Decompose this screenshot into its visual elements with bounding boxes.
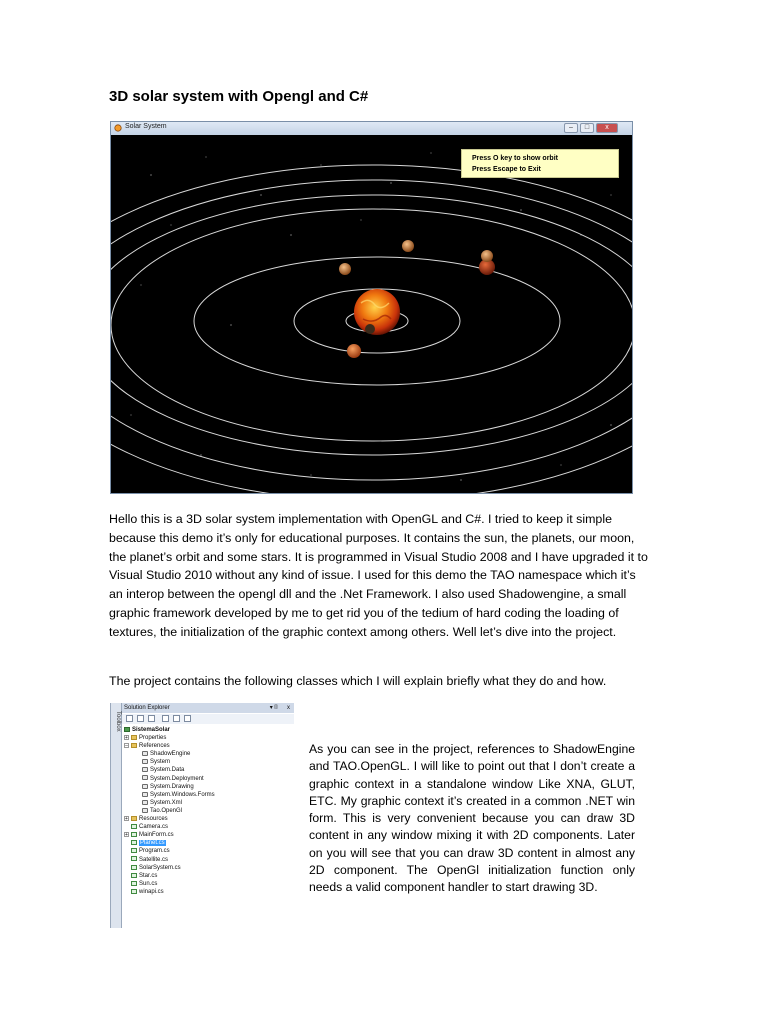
tree-item-label: Star.cs bbox=[139, 872, 158, 879]
tree-item-label: Resources bbox=[139, 816, 168, 823]
class-diagram-icon[interactable] bbox=[184, 715, 191, 722]
tree-item[interactable] bbox=[124, 807, 215, 815]
toolbox-label: Toolbox bbox=[115, 711, 121, 732]
tree-item-label: Planet.cs bbox=[140, 840, 165, 847]
tree-item-label: ShadowEngine bbox=[150, 751, 191, 758]
page-title: 3D solar system with Opengl and C# bbox=[109, 88, 369, 105]
expander-icon[interactable]: + bbox=[125, 832, 128, 839]
show-all-files-icon[interactable] bbox=[137, 715, 144, 722]
reference-icon bbox=[142, 792, 148, 797]
tree-item[interactable] bbox=[124, 847, 215, 855]
tree-item[interactable] bbox=[124, 839, 215, 847]
tree-item[interactable] bbox=[124, 766, 215, 774]
hint-orbit: Press O key to show orbit bbox=[472, 155, 558, 162]
solution-tree bbox=[124, 726, 215, 896]
tree-item[interactable] bbox=[124, 872, 215, 880]
tree-item-label: SolarSystem.cs bbox=[139, 864, 181, 871]
view-designer-icon[interactable] bbox=[173, 715, 180, 722]
cs-file-icon bbox=[131, 881, 137, 886]
tree-item[interactable] bbox=[124, 880, 215, 888]
expander-icon[interactable]: – bbox=[125, 743, 128, 750]
folder-icon bbox=[131, 816, 137, 821]
solution-explorer-toolbar bbox=[122, 714, 294, 724]
tree-item-label: System.Data bbox=[150, 767, 185, 774]
reference-icon bbox=[142, 775, 148, 780]
tree-item[interactable] bbox=[124, 799, 215, 807]
close-button[interactable]: x bbox=[596, 123, 618, 133]
solution-explorer bbox=[110, 703, 294, 928]
tree-item[interactable] bbox=[124, 742, 215, 750]
minimize-button[interactable]: – bbox=[564, 123, 578, 133]
tree-item-label: Properties bbox=[139, 735, 167, 742]
reference-icon bbox=[142, 767, 148, 772]
solution-explorer-header bbox=[122, 703, 294, 713]
expander-icon[interactable]: + bbox=[125, 815, 128, 822]
reference-icon bbox=[142, 751, 148, 756]
expander-icon[interactable]: + bbox=[125, 735, 128, 742]
tree-item[interactable] bbox=[124, 791, 215, 799]
keyboard-hint-box bbox=[461, 149, 619, 178]
tree-item[interactable] bbox=[124, 864, 215, 872]
solution-explorer-title: Solution Explorer bbox=[124, 705, 170, 711]
intro-paragraph: Hello this is a 3D solar system implementation with OpenGL and C#. I tried to keep it simple because this demo it’s only for educational purposes. It contains the sun, the planets, our moon, the planet’s orbit and some stars. It is programmed in Visual Studio 2008 and I have upgraded it to Visual Studio 2010 without any kind of issue. I used for this demo the TAO namespace which it’s an interop between the opengl dll and the .Net Framework. I also used Shadowengine, a small graphic framework developed by me to get rid you of the tedium of hard coding the loading of textures, the initialization of the graphic context among others. Well let’s dive into the project. bbox=[109, 512, 648, 639]
project-icon bbox=[124, 727, 130, 732]
tree-item[interactable] bbox=[124, 783, 215, 791]
moon bbox=[481, 250, 493, 262]
toolbox-tab[interactable] bbox=[111, 703, 122, 928]
tree-item[interactable] bbox=[124, 856, 215, 864]
tree-item[interactable] bbox=[124, 750, 215, 758]
tree-item-label: Satellite.cs bbox=[139, 856, 169, 863]
planet bbox=[347, 344, 361, 358]
tree-item-label: System bbox=[150, 759, 171, 766]
folder-icon bbox=[131, 735, 137, 740]
pin-icon[interactable]: ▾ ⌷ bbox=[269, 705, 278, 711]
maximize-button[interactable]: □ bbox=[580, 123, 594, 133]
solar-system-scene bbox=[111, 135, 632, 493]
reference-icon bbox=[142, 784, 148, 789]
solar-system-window bbox=[110, 121, 633, 494]
tree-item[interactable] bbox=[124, 831, 215, 839]
tree-item[interactable] bbox=[124, 726, 215, 734]
tree-item[interactable] bbox=[124, 815, 215, 823]
tree-item-label: MainForm.cs bbox=[139, 832, 174, 839]
window-title: Solar System bbox=[125, 123, 167, 130]
tree-item[interactable] bbox=[124, 823, 215, 831]
window-title-bar bbox=[111, 122, 632, 135]
tree-item-label: References bbox=[139, 743, 170, 750]
tree-item-label: System.Xml bbox=[150, 799, 183, 806]
cs-file-icon bbox=[131, 840, 137, 845]
reference-icon bbox=[142, 759, 148, 764]
hint-escape: Press Escape to Exit bbox=[472, 166, 541, 173]
references-paragraph: As you can see in the project, references to ShadowEngine and TAO.OpenGL. I will like to point out that I don’t create a graphic context in a standalone window Like XNA, GLUT, ETC. My graphic context it’s created in a common .NET win form. This is very convenient because you can draw 3D content in any window mixing it with 2D components. Later on you will see that you can draw 3D content in almost any 2D component. The OpenGl initialization function only needs a valid component handler to start drawing 3D. bbox=[309, 742, 635, 895]
tree-item-label: Camera.cs bbox=[139, 824, 169, 831]
properties-tool-icon[interactable] bbox=[126, 715, 133, 722]
tree-item-label: System.Drawing bbox=[150, 783, 194, 790]
tree-item-label: SistemaSolar bbox=[132, 727, 171, 733]
close-icon[interactable]: x bbox=[287, 705, 290, 711]
cs-file-icon bbox=[131, 865, 137, 870]
reference-icon bbox=[142, 808, 148, 813]
cs-file-icon bbox=[131, 848, 137, 853]
cs-file-icon bbox=[131, 889, 137, 894]
folder-icon bbox=[131, 743, 137, 748]
cs-file-icon bbox=[131, 832, 137, 837]
view-code-icon[interactable] bbox=[162, 715, 169, 722]
tree-item[interactable] bbox=[124, 734, 215, 742]
cs-file-icon bbox=[131, 856, 137, 861]
cs-file-icon bbox=[131, 873, 137, 878]
tree-item-label: winapi.cs bbox=[139, 888, 164, 895]
cs-file-icon bbox=[131, 824, 137, 829]
tree-item[interactable] bbox=[124, 758, 215, 766]
tree-item[interactable] bbox=[124, 888, 215, 896]
tree-item-label: Tao.OpenGl bbox=[150, 807, 183, 814]
planet bbox=[402, 240, 414, 252]
classes-intro-paragraph: The project contains the following classes which I will explain briefly what they do and how. bbox=[109, 674, 607, 688]
app-icon bbox=[114, 124, 122, 132]
refresh-icon[interactable] bbox=[148, 715, 155, 722]
planet bbox=[339, 263, 351, 275]
tree-item-label: Program.cs bbox=[139, 848, 170, 855]
tree-item[interactable] bbox=[124, 775, 215, 783]
tree-item-label: System.Deployment bbox=[150, 775, 204, 782]
tree-item-label: System.Windows.Forms bbox=[150, 791, 215, 798]
sun bbox=[354, 289, 400, 335]
reference-icon bbox=[142, 800, 148, 805]
tree-item-label: Sun.cs bbox=[139, 880, 158, 887]
